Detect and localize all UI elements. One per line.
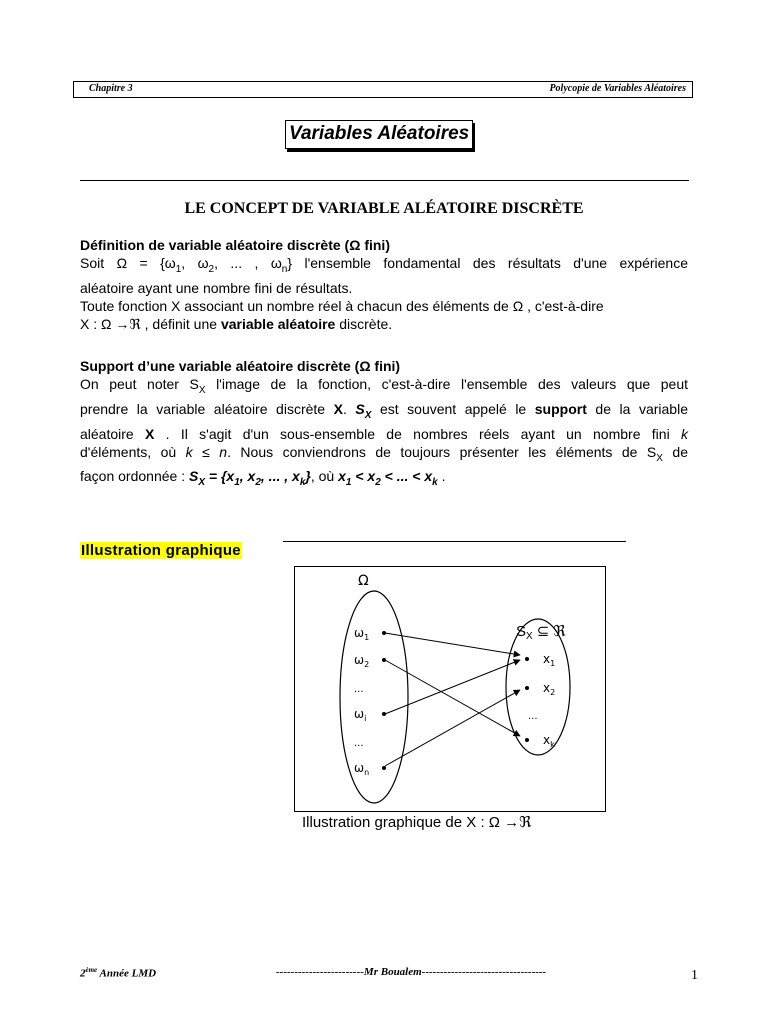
support-line-3: aléatoire X . Il s'agit d'un sous-ensemble de nombres réels ayant un nombre fini k <box>80 425 688 442</box>
x-dot-k <box>525 738 529 742</box>
x-dot-1 <box>525 657 529 661</box>
x-element-k: $x_k$ <box>543 733 555 749</box>
definition-line-3: Toute fonction X associant un nombre réel à chacun des éléments de Ω , c'est-à-dire <box>80 297 604 314</box>
support-line-5: façon ordonnée : $S_X = \{x_1$, $x_2$, ... , $x_k$}, où $x_1 < x_2$ < ... < $x_k$ . <box>80 468 446 489</box>
support-line-2: prendre la variable aléatoire discrète X. $S_X$ est souvent appelé le support de la variable <box>80 400 688 421</box>
sx-label: $S_X$ ⊆ ℜ <box>516 623 566 642</box>
x-element-2: $x_2$ <box>543 681 556 697</box>
omega-label: Ω <box>358 573 369 589</box>
definition-line-4: X : Ω →ℜ , définit une variable aléatoire discrète. <box>80 315 393 332</box>
definition-line-1: Soit $\Omega = \{\omega_1$, $\omega_2$, ... , $\omega_n$} l'ensemble fondamental des résultats d'une expérience <box>80 255 688 275</box>
definition-line-2: aléatoire ayant une nombre fini de résultats. <box>80 279 353 296</box>
definition-block <box>80 236 688 333</box>
omega-element-i: $\omega_i$ <box>354 707 367 723</box>
footer-year: 2ème Année LMD <box>80 966 157 980</box>
header-doc-title: Polycopie de Variables Aléatoires <box>549 83 686 94</box>
support-line-1: On peut noter $S_X$ l'image de la fonction, c'est-à-dire l'ensemble des valeurs que peut <box>80 376 688 396</box>
x-element-1: $x_1$ <box>543 652 556 668</box>
omega-element-ellipsis-4: ... <box>354 738 364 749</box>
running-header <box>73 81 693 98</box>
omega-element-ellipsis-2: ... <box>354 684 364 695</box>
omega-element-n: $\omega_n$ <box>354 761 370 777</box>
header-chapter: Chapitre 3 <box>89 83 133 94</box>
support-heading: Support d’une variable aléatoire discrète (Ω fini) <box>80 358 401 374</box>
x-dot-2 <box>525 686 529 690</box>
title-divider <box>80 180 689 181</box>
section-title: LE CONCEPT DE VARIABLE ALÉATOIRE DISCRÈTE <box>184 200 584 217</box>
figure-caption: Illustration graphique de X : Ω →ℜ <box>302 814 532 831</box>
support-line-4: d'éléments, où k ≤ n. Nous conviendrons de toujours présenter les éléments de $S_X$ de <box>80 443 688 464</box>
footer-author: ------------------------Mr Boualem---------------------------------- <box>276 966 547 978</box>
page-title: Variables Aléatoires <box>285 120 473 149</box>
illustration-rule <box>283 541 626 542</box>
omega-element-1: $\omega_1$ <box>354 626 370 642</box>
definition-heading: Définition de variable aléatoire discrète (Ω fini) <box>80 237 390 253</box>
support-block <box>80 357 688 492</box>
illustration-heading: Illustration graphique <box>81 542 241 559</box>
omega-element-2: $\omega_2$ <box>354 653 370 669</box>
omega-dot-n <box>382 766 386 770</box>
x-element-ellipsis-2: ... <box>528 711 538 722</box>
diagram-frame <box>295 567 606 812</box>
page-number: 1 <box>691 968 698 983</box>
mapping-diagram <box>294 566 606 812</box>
